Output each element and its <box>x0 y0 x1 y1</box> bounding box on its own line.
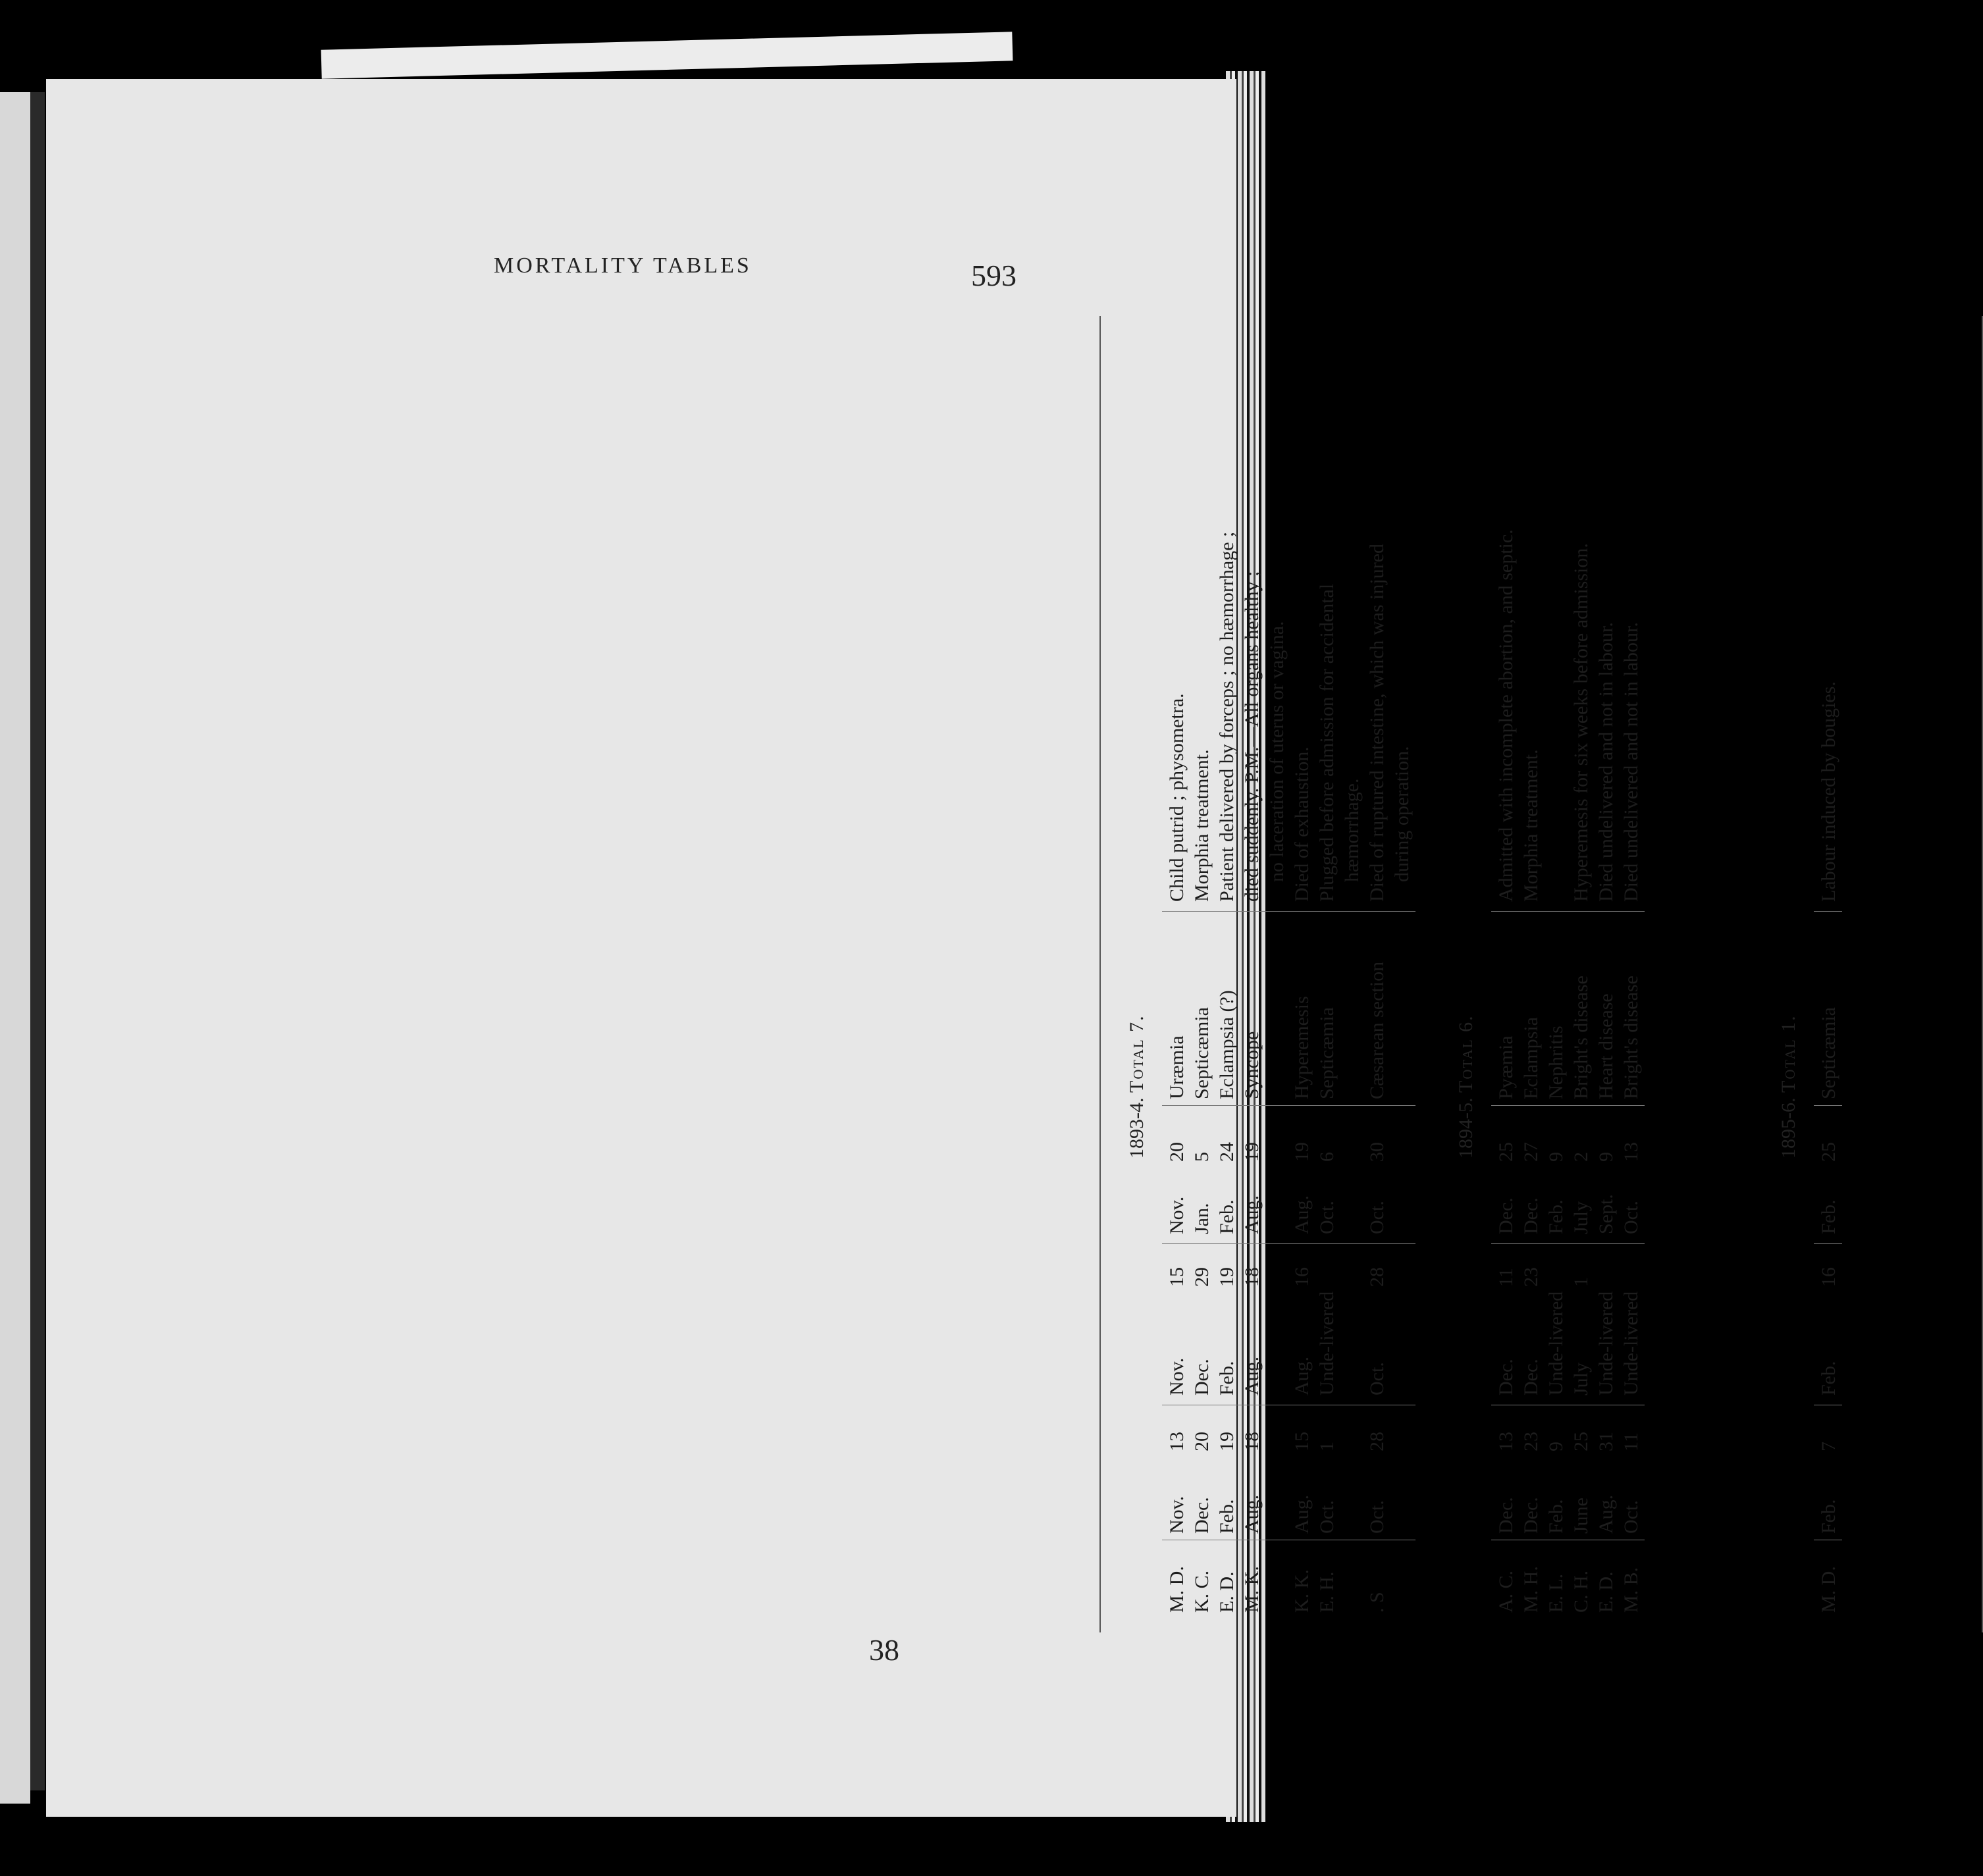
death-day: 9 <box>1545 1152 1567 1162</box>
patient-initials: M. D. <box>1166 1566 1188 1613</box>
admission-month: Oct. <box>1620 1500 1642 1534</box>
admission-day: 25 <box>1570 1432 1592 1451</box>
death-month: Oct. <box>1366 1201 1388 1234</box>
facing-page-edge <box>0 92 30 1804</box>
death-month: Aug. <box>1241 1195 1263 1234</box>
delivery-month: Feb. <box>1818 1361 1839 1395</box>
column-rule <box>1814 1105 1842 1106</box>
section-title <box>1455 1014 1477 1159</box>
admission-day: 28 <box>1366 1432 1388 1451</box>
death-day: 13 <box>1620 1142 1642 1162</box>
delivery-month: Dec. <box>1191 1359 1213 1395</box>
section-year: 1893-4. <box>1126 1097 1148 1159</box>
death-month: Jan. <box>1191 1203 1213 1234</box>
book-page <box>46 79 1236 1817</box>
column-rule <box>1814 911 1842 912</box>
remark-text: Hyperemesis for six weeks before admission. <box>1570 543 1592 902</box>
remark-text: Morphia treatment. <box>1191 749 1213 902</box>
admission-day: 15 <box>1291 1432 1313 1451</box>
admission-day: 18 <box>1241 1432 1263 1451</box>
death-day: 20 <box>1166 1142 1188 1162</box>
running-head: MORTALITY TABLES <box>494 253 752 278</box>
admission-month: Aug. <box>1291 1494 1313 1534</box>
column-rule <box>1491 1243 1645 1244</box>
cause-of-death: Syncope <box>1241 1031 1263 1099</box>
section-total: Total 6. <box>1455 1014 1477 1093</box>
patient-initials: A. C. <box>1495 1570 1517 1613</box>
section-total: Total 7. <box>1126 1014 1148 1093</box>
admission-month: Aug. <box>1241 1494 1263 1534</box>
remark-text: Died undelivered and not in labour. <box>1595 622 1617 902</box>
delivery-day: 15 <box>1166 1267 1188 1287</box>
column-rule <box>1162 1243 1415 1244</box>
table-row <box>1570 316 1593 1632</box>
delivery-month: Unde-livered <box>1316 1291 1338 1395</box>
table-row <box>1545 316 1568 1632</box>
death-day: 2 <box>1570 1152 1592 1162</box>
delivery-month: July <box>1570 1362 1592 1395</box>
remark-text: Died of ruptured intestine, which was injured <box>1366 543 1388 902</box>
death-day: 9 <box>1595 1152 1617 1162</box>
table-row <box>1494 316 1518 1632</box>
admission-day: 11 <box>1620 1432 1642 1451</box>
admission-day: 23 <box>1520 1432 1542 1451</box>
delivery-day: 16 <box>1818 1267 1839 1287</box>
patient-initials: M. D. <box>1818 1566 1839 1613</box>
cause-of-death: Septicæmia <box>1191 1007 1213 1099</box>
cause-of-death: Heart disease <box>1595 993 1617 1099</box>
column-rule <box>1491 1105 1645 1106</box>
patient-initials: K. C. <box>1191 1570 1213 1613</box>
death-month: Aug. <box>1291 1195 1313 1234</box>
delivery-month: Unde-livered <box>1595 1291 1617 1395</box>
delivery-day: 16 <box>1291 1267 1313 1287</box>
patient-initials: M. H. <box>1520 1566 1542 1613</box>
death-month: Dec. <box>1520 1197 1542 1234</box>
admission-month: Oct. <box>1366 1500 1388 1534</box>
section-year: 1894-5. <box>1455 1097 1477 1159</box>
cause-of-death: Eclampsia (?) <box>1216 990 1238 1099</box>
admission-month: Dec. <box>1520 1497 1542 1534</box>
remark-text: Patient delivered by forceps ; no hæmorrhage ; <box>1216 531 1238 902</box>
death-day: 5 <box>1191 1152 1213 1162</box>
death-day: 6 <box>1316 1152 1338 1162</box>
delivery-month: Oct. <box>1366 1362 1388 1395</box>
admission-day: 13 <box>1495 1432 1517 1451</box>
cause-of-death: Nephritis <box>1545 1026 1567 1099</box>
table-row <box>1620 316 1643 1632</box>
remark-text: during operation. <box>1391 746 1413 882</box>
column-rule <box>1491 911 1645 912</box>
patient-initials: M. B. <box>1620 1567 1642 1613</box>
delivery-day: 28 <box>1366 1267 1388 1287</box>
delivery-month: Dec. <box>1520 1359 1542 1395</box>
cause-of-death: Eclampsia <box>1520 1017 1542 1099</box>
death-day: 24 <box>1216 1142 1238 1162</box>
cause-of-death: Uræmia <box>1166 1035 1188 1099</box>
death-month: Oct. <box>1316 1201 1338 1234</box>
delivery-day: 1 <box>1570 1277 1592 1287</box>
remark-text: Labour induced by bougies. <box>1818 681 1839 902</box>
death-month: Dec. <box>1495 1197 1517 1234</box>
cause-of-death: Septicæmia <box>1818 1007 1839 1099</box>
remark-text: no laceration of uterus or vagina. <box>1266 621 1288 882</box>
remark-text: Child putrid ; physometra. <box>1166 693 1188 902</box>
page-number: 593 <box>971 259 1017 292</box>
admission-month: Dec. <box>1191 1497 1213 1534</box>
delivery-day: 29 <box>1191 1267 1213 1287</box>
death-month: Oct. <box>1620 1201 1642 1234</box>
cause-of-death: Septicæmia <box>1316 1007 1338 1099</box>
cause-of-death: Hyperemesis <box>1291 996 1313 1099</box>
section-title <box>1778 1014 1800 1159</box>
death-month: Feb. <box>1545 1199 1567 1234</box>
admission-day: 13 <box>1166 1432 1188 1451</box>
death-day: 19 <box>1291 1142 1313 1162</box>
delivery-month: Aug. <box>1291 1356 1313 1395</box>
death-month: Feb. <box>1818 1199 1839 1234</box>
admission-day: 1 <box>1316 1442 1338 1451</box>
admission-month: Feb. <box>1818 1499 1839 1534</box>
delivery-month: Unde-livered <box>1545 1291 1567 1395</box>
admission-day: 7 <box>1818 1442 1839 1451</box>
patient-initials: . S <box>1366 1592 1388 1613</box>
remark-text: Died undelivered and not in labour. <box>1620 622 1642 902</box>
death-month: Sept. <box>1595 1194 1617 1234</box>
column-rule <box>1814 1243 1842 1244</box>
remark-text: hæmorrhage. <box>1341 778 1363 882</box>
patient-initials: K. K. <box>1291 1569 1313 1613</box>
delivery-day: 11 <box>1495 1268 1517 1287</box>
admission-month: June <box>1570 1498 1592 1534</box>
table-row <box>1817 316 1841 1632</box>
table-row <box>1595 316 1618 1632</box>
paper-slip <box>321 32 1013 78</box>
cause-of-death: Bright's disease <box>1620 976 1642 1099</box>
admission-day: 19 <box>1216 1432 1238 1451</box>
delivery-month: Unde-livered <box>1620 1291 1642 1395</box>
admission-day: 31 <box>1595 1432 1617 1451</box>
column-rule <box>1162 911 1415 912</box>
section-year: 1895-6. <box>1778 1097 1799 1159</box>
signature-mark: 38 <box>869 1633 899 1667</box>
remark-text: Admitted with incomplete abortion, and septic. <box>1495 529 1517 902</box>
table-row <box>1365 316 1413 1632</box>
admission-month: Dec. <box>1495 1497 1517 1534</box>
admission-month: Aug. <box>1595 1494 1617 1534</box>
cause-of-death: Bright's disease <box>1570 976 1592 1099</box>
mortality-table <box>1099 316 1982 1632</box>
death-day: 25 <box>1495 1142 1517 1162</box>
admission-month: Oct. <box>1316 1500 1338 1534</box>
remark-text: Plugged before admission for accidental <box>1316 583 1338 902</box>
table-row <box>1520 316 1543 1632</box>
admission-month: Feb. <box>1216 1499 1238 1534</box>
death-day: 27 <box>1520 1142 1542 1162</box>
table-row <box>1165 316 1189 1632</box>
delivery-month: Dec. <box>1495 1359 1517 1395</box>
delivery-month: Feb. <box>1216 1361 1238 1395</box>
patient-initials: M. K. <box>1241 1566 1263 1613</box>
delivery-month: Nov. <box>1166 1357 1188 1395</box>
death-month: Nov. <box>1166 1196 1188 1234</box>
admission-day: 9 <box>1545 1442 1567 1451</box>
death-day: 25 <box>1818 1142 1839 1162</box>
death-month: July <box>1570 1201 1592 1234</box>
death-day: 19 <box>1241 1142 1263 1162</box>
remark-text: Died of exhaustion. <box>1291 746 1313 902</box>
delivery-month: Aug. <box>1241 1356 1263 1395</box>
table-row <box>1215 316 1239 1632</box>
admission-day: 20 <box>1191 1432 1213 1451</box>
death-month: Feb. <box>1216 1199 1238 1234</box>
delivery-day: 19 <box>1216 1267 1238 1287</box>
cause-of-death: Pyæmia <box>1495 1035 1517 1099</box>
patient-initials: C. H. <box>1570 1570 1592 1613</box>
admission-month: Nov. <box>1166 1496 1188 1534</box>
delivery-day: 18 <box>1241 1267 1263 1287</box>
table-row <box>1290 316 1314 1632</box>
remark-text: Morphia treatment. <box>1520 749 1542 902</box>
table-row <box>1190 316 1214 1632</box>
table-row <box>1240 316 1288 1632</box>
remark-text: died suddenly. P.M.—All organs healthy ; <box>1241 571 1263 902</box>
patient-initials: E. D. <box>1216 1571 1238 1613</box>
column-rule <box>1162 1105 1415 1106</box>
section-title <box>1126 1014 1148 1159</box>
section-total: Total 1. <box>1778 1014 1799 1093</box>
patient-initials: E. H. <box>1316 1571 1338 1613</box>
death-day: 30 <box>1366 1142 1388 1162</box>
patient-initials: E. D. <box>1595 1571 1617 1613</box>
delivery-day: 23 <box>1520 1267 1542 1287</box>
admission-month: Feb. <box>1545 1499 1567 1534</box>
table-top-rule <box>1099 316 1101 1632</box>
book-gutter <box>30 92 45 1790</box>
patient-initials: E. L. <box>1545 1573 1567 1613</box>
cause-of-death: Cæsarean section <box>1366 961 1388 1099</box>
table-row <box>1315 316 1363 1632</box>
